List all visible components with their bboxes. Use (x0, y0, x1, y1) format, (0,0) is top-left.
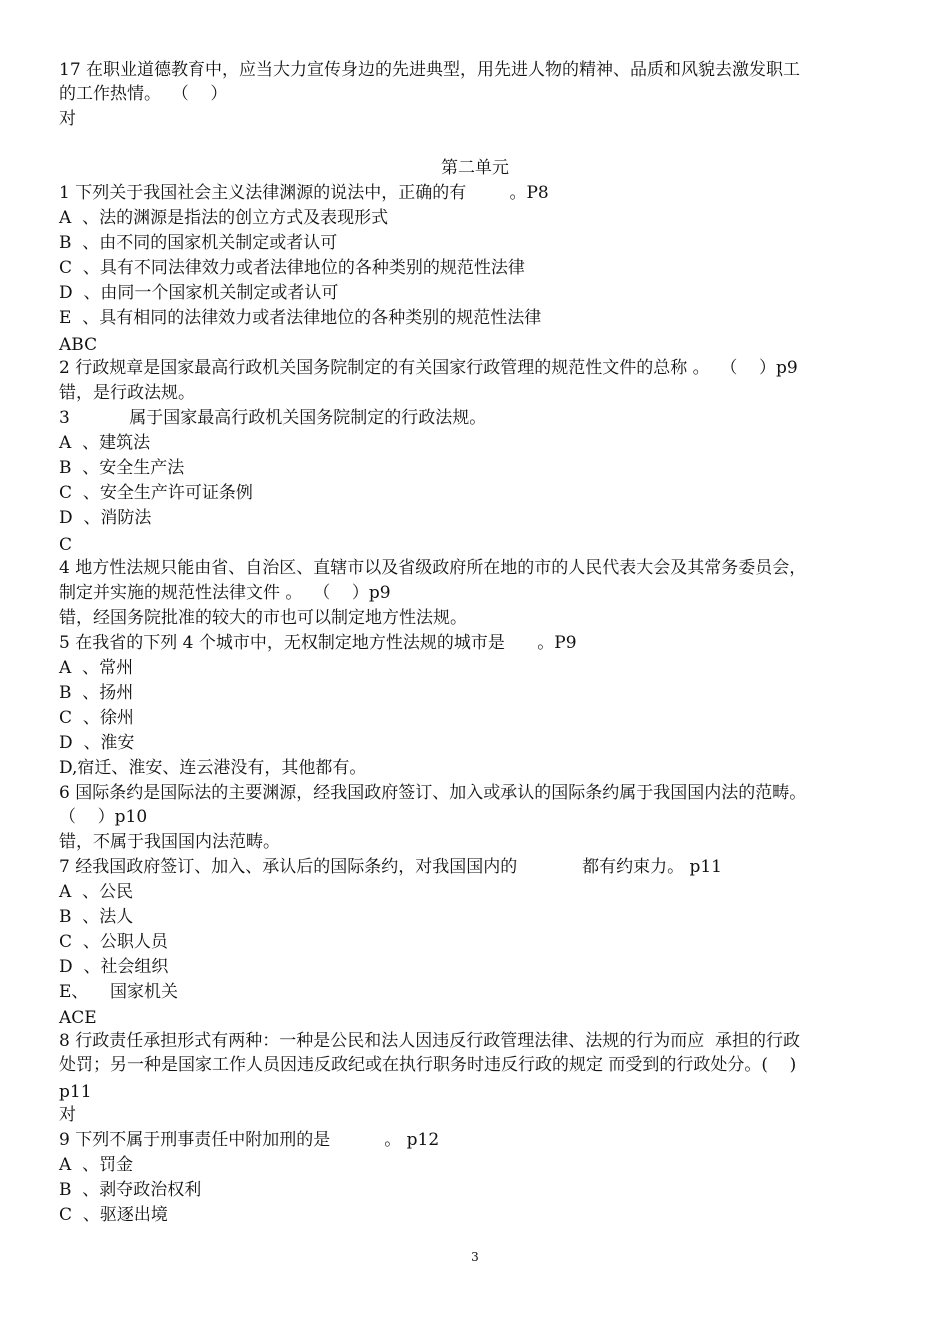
text-line: C 、安全生产许可证条例 (59, 483, 253, 503)
text-line: 对 (59, 1105, 76, 1125)
text-line: C 、公职人员 (59, 932, 168, 952)
text-line: 4 地方性法规只能由省、自治区、直辖市以及省级政府所在地的市的人民代表大会及其常务委员会， (59, 558, 807, 578)
text-line: 3 属于国家最高行政机关国务院制定的行政法规。 (59, 408, 487, 428)
text-line: C 、具有不同法律效力或者法律地位的各种类别的规范性法律 (59, 258, 525, 278)
text-line: A 、公民 (59, 882, 134, 902)
text-line: 错，不属于我国国内法范畴。 (59, 832, 280, 852)
text-line: E 、具有相同的法律效力或者法律地位的各种类别的规范性法律 (59, 308, 542, 328)
text-line: B 、安全生产法 (59, 458, 185, 478)
text-line: 7 经我国政府签订、加入、承认后的国际条约，对我国国内的 都有约束力。 p11 (59, 857, 722, 877)
text-line: B 、由不同的国家机关制定或者认可 (59, 233, 338, 253)
text-line: E、 国家机关 (59, 982, 179, 1002)
text-line: 错，是行政法规。 (59, 383, 195, 403)
page-number: 3 (471, 1250, 479, 1264)
text-line: B 、法人 (59, 907, 134, 927)
text-line: 的工作热情。 （ ） (59, 84, 228, 104)
text-line: D 、淮安 (59, 733, 135, 753)
text-line: （ ）p10 (59, 807, 148, 827)
text-line: ABC (59, 335, 98, 355)
text-line: 错，经国务院批准的较大的市也可以制定地方性法规。 (59, 608, 467, 628)
text-line: A 、罚金 (59, 1155, 134, 1175)
text-line: D 、消防法 (59, 508, 152, 528)
text-line: A 、建筑法 (59, 433, 151, 453)
text-line: 1 下列关于我国社会主义法律渊源的说法中，正确的有 。P8 (59, 183, 549, 203)
text-line: 6 国际条约是国际法的主要渊源，经我国政府签订、加入或承认的国际条约属于我国国内法的范畴。 (59, 783, 807, 803)
text-line: ACE (59, 1008, 97, 1028)
section-title: 第二单元 (441, 158, 509, 178)
text-line: C (59, 535, 73, 555)
text-line: 对 (59, 109, 76, 129)
text-line: 2 行政规章是国家最高行政机关国务院制定的有关国家行政管理的规范性文件的总称 。 （ ）p9 (59, 358, 798, 378)
text-line: A 、常州 (59, 658, 134, 678)
text-line: 5 在我省的下列 4 个城市中，无权制定地方性法规的城市是 。P9 (59, 633, 577, 653)
text-line: C 、驱逐出境 (59, 1205, 168, 1225)
text-line: A 、法的渊源是指法的创立方式及表现形式 (59, 208, 389, 228)
text-line: D 、由同一个国家机关制定或者认可 (59, 283, 339, 303)
text-line: p11 (59, 1082, 92, 1102)
text-line: B 、扬州 (59, 683, 134, 703)
text-line: D,宿迁、淮安、连云港没有，其他都有。 (59, 758, 367, 778)
text-line: B 、剥夺政治权利 (59, 1180, 202, 1200)
text-line: 8 行政责任承担形式有两种：一种是公民和法人因违反行政管理法律、法规的行为而应 承担的行政 (59, 1031, 801, 1051)
text-line: C 、徐州 (59, 708, 134, 728)
text-line: 处罚；另一种是国家工作人员因违反政纪或在执行职务时违反行政的规定 而受到的行政处分。( ) (59, 1055, 797, 1075)
text-line: 制定并实施的规范性法律文件 。 （ ）p9 (59, 583, 391, 603)
text-line: 17 在职业道德教育中，应当大力宣传身边的先进典型，用先进人物的精神、品质和风貌去激发职工 (59, 60, 801, 80)
text-line: 9 下列不属于刑事责任中附加刑的是 。 p12 (59, 1130, 440, 1150)
text-line: D 、社会组织 (59, 957, 169, 977)
